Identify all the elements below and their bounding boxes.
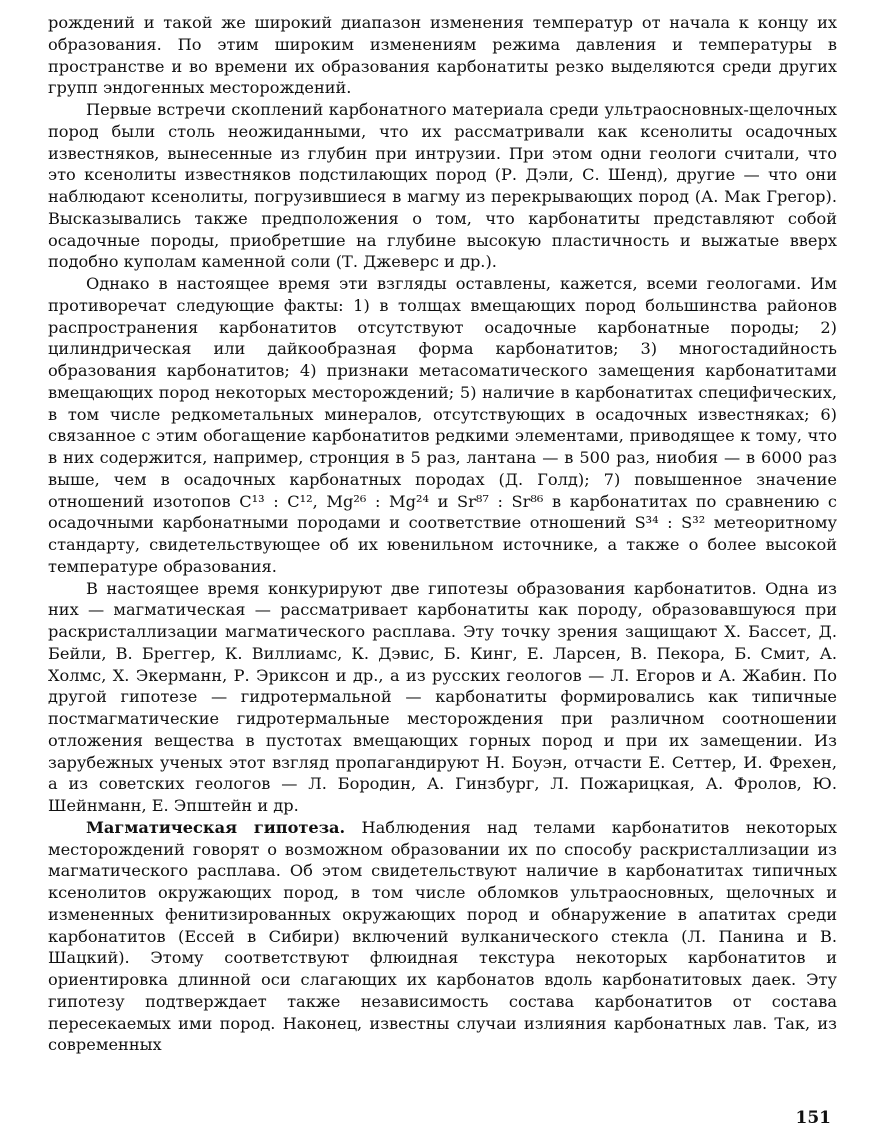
section-lead-heading: Магматическая гипотеза. xyxy=(86,817,346,837)
paragraph-2-text: Первые встречи скоплений карбонатного материала среди ультраосновных-щелочных пород были столь неожиданными, что их рассматривали как ксенолиты осадочных известняков, вынесенные из глубин при интрузии. При этом одни геологи считали, что это ксенолиты известняков подстилающих пород (Р. Дэли, С. Шенд), другие — что они наблюдают ксенолиты, погрузившиеся в магму из перекрывающих пород (А. Мак Грегор). Высказывались также предположения о том, что карбонатиты представляют собой осадочные породы, приобретшие на глубине высокую пластичность и выжатые вверх подобно куполам каменной соли (Т. Джеверс и др.). xyxy=(48,100,837,272)
paragraph-4 xyxy=(48,578,837,817)
paragraph-1 xyxy=(48,12,837,99)
paragraph-5-text: Наблюдения над телами карбонатитов некоторых месторождений говорят о возможном образовании их по способу раскристаллизации из магматического расплава. Об этом свидетельствуют наличие в карбонатитах типичных ксенолитов окружающих пород, в том числе обломков ультраосновных, щелочных и измененных фенитизированных окружающих пород и обнаружение в апатитах среди карбонатитов (Ессей в Сибири) включений вулканического стекла (Л. Панина и В. Шацкий). Этому соответствуют флюидная текстура некоторых карбонатитов и ориентировка длинной оси слагающих их карбонатов вдоль карбонатитовых даек. Эту гипотезу подтверждает также независимость состава карбонатитов от состава пересекаемых ими пород. Наконец, известны случаи излияния карбонатных лав. Так, из современных xyxy=(48,817,838,1055)
paragraph-3 xyxy=(48,273,837,578)
paragraph-2 xyxy=(48,99,837,273)
paragraph-1-text: рождений и такой же широкий диапазон изменения температур от начала к концу их образования. По этим широким изменениям режима давления и температуры в пространстве и во времени их образования карбонатиты резко выделяются среди других групп эндогенных месторождений. xyxy=(48,13,837,98)
paragraph-3-text: Однако в настоящее время эти взгляды оставлены, кажется, всеми геологами. Им противоречат следующие факты: 1) в толщах вмещающих пород большинства районов распространения карбонатитов отсутствуют осадочные карбонатные породы; 2) цилиндрическая или дайкообразная форма карбонатитов; 3) многостадийность образования карбонатитов; 4) признаки метасоматического замещения карбонатитами вмещающих пород некоторых месторождений; 5) наличие в карбонатитах специфических, в том числе редкометальных минералов, отсутствующих в осадочных известняках; 6) связанное с этим обогащение карбонатитов редкими элементами, приводящее к тому, что в них содержится, например, стронция в 5 раз, лантана — в 500 раз, ниобия — в 6000 раз выше, чем в осадочных карбонатных породах (Д. Голд); 7) повышенное значение отношений изотопов C¹³ : C¹², Mg²⁶ : Mg²⁴ и Sr⁸⁷ : Sr⁸⁶ в карбонатитах по сравнению с осадочными карбонатными породами и соответствие отношений S³⁴ : S³² метеоритному стандарту, свидетельствующее об их ювенильном источнике, а также о более высокой температуре образования. xyxy=(48,274,837,576)
paragraph-5 xyxy=(48,817,837,1056)
paragraph-4-text: В настоящее время конкурируют две гипотезы образования карбонатитов. Одна из них — магматическая — рассматривает карбонатиты как породу, образовавшуюся при раскристаллизации магматического расплава. Эту точку зрения защищают Х. Бассет, Д. Бейли, В. Бреггер, К. Виллиамс, К. Дэвис, Б. Кинг, Е. Ларсен, В. Пекора, Б. Смит, А. Холмс, Х. Экерманн, Р. Эриксон и др., а из русских геологов — Л. Егоров и А. Жабин. По другой гипотезе — гидротермальной — карбонатиты формировались как типичные постмагматические гидротермальные месторождения при различном соотношении отложения вещества в пустотах вмещающих горных пород и при их замещении. Из зарубежных ученых этот взгляд пропагандируют Н. Боуэн, отчасти Е. Сеттер, И. Фрехен, а из советских геологов — Л. Бородин, А. Гинзбург, Л. Пожарицкая, А. Фролов, Ю. Шейнманн, Е. Эпштейн и др. xyxy=(48,578,837,815)
page-number: 151 xyxy=(795,1108,831,1129)
